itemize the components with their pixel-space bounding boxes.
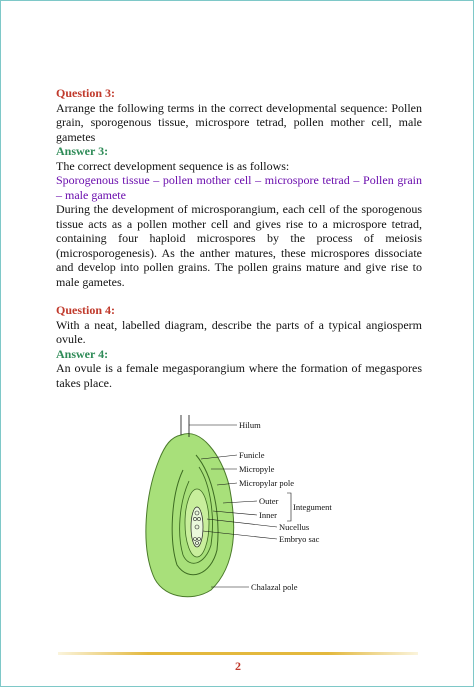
label-integument: Integument xyxy=(293,502,332,512)
document-body xyxy=(56,86,422,390)
label-chalazal-pole: Chalazal pole xyxy=(251,582,298,592)
answer-3-body: During the development of microsporangium, each cell of the sporogenous tissue acts as a pollen mother cell and gives rise to a microspore tetrad, containing four haploid microspores by the process of meiosis (microsporogenesis). As the anther matures, these microspores dissociate and develop into pollen grains. The pollen grains mature and give rise to male gametes. xyxy=(56,202,422,289)
label-embryo-sac: Embryo sac xyxy=(279,534,320,544)
page-number: 2 xyxy=(235,659,241,673)
question-4-heading: Question 4: xyxy=(56,303,116,317)
label-nucellus: Nucellus xyxy=(279,522,310,532)
question-3-heading: Question 3: xyxy=(56,86,116,100)
question-4-text: With a neat, labelled diagram, describe the parts of a typical angiosperm ovule. xyxy=(56,317,422,346)
embryo-sac xyxy=(191,507,203,547)
answer-4-heading: Answer 4: xyxy=(56,346,109,361)
footer-divider xyxy=(58,652,418,655)
answer-3-intro: The correct development sequence is as follows: xyxy=(56,158,290,173)
label-inner: Inner xyxy=(259,510,277,520)
question-3-text: Arrange the following terms in the correct developmental sequence: Pollen grain, sporogenous tissue, microspore tetrad, pollen mother cell, male gametes xyxy=(56,100,422,144)
answer-3-sequence: Sporogenous tissue – pollen mother cell – microspore tetrad – Pollen grain – male gamete xyxy=(56,173,422,202)
answer-3-heading: Answer 3: xyxy=(56,144,109,158)
label-hilum: Hilum xyxy=(239,420,261,430)
answer-4-text: An ovule is a female megasporangium where the formation of megaspores takes place. xyxy=(56,361,422,390)
label-funicle: Funicle xyxy=(239,450,265,460)
ovule-diagram xyxy=(141,415,371,605)
label-micropylar-pole: Micropylar pole xyxy=(239,478,294,488)
label-outer: Outer xyxy=(259,496,279,506)
label-micropyle: Micropyle xyxy=(239,464,275,474)
